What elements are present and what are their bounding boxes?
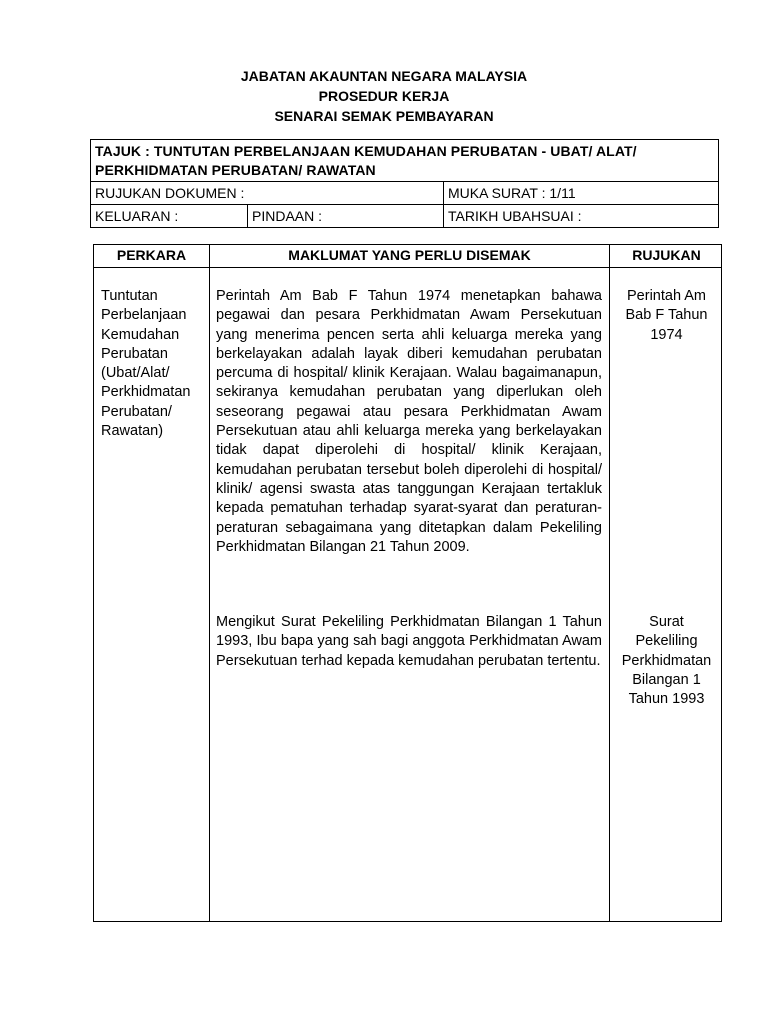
rujukan-line: Pekeliling — [635, 633, 698, 650]
page-number: MUKA SURAT : 1/11 — [443, 182, 718, 204]
perkara-line: Perubatan — [101, 345, 168, 362]
perkara-line: Rawatan) — [101, 423, 164, 440]
rujukan-line: Perkhidmatan — [621, 652, 712, 669]
document-meta-table — [90, 139, 719, 228]
meta-row-reference — [91, 182, 718, 205]
column-divider — [609, 245, 610, 921]
checklist-table — [93, 244, 722, 922]
rujukan-cell-2 — [610, 613, 723, 709]
perkara-line: Perbelanjaan — [101, 307, 187, 324]
maklumat-paragraph-2: Mengikut Surat Pekeliling Perkhidmatan Bilangan 1 Tahun 1993, Ibu bapa yang sah bagi anggota Perkhidmatan Awam Persekutuan terhad kepada kemudahan perubatan tertentu. — [216, 614, 602, 669]
checklist-title: SENARAI SEMAK PEMBAYARAN — [274, 108, 494, 124]
rujukan-line: 1974 — [650, 326, 683, 343]
document-reference: RUJUKAN DOKUMEN : — [95, 185, 245, 201]
meta-row-revision — [91, 205, 718, 227]
perkara-cell — [101, 287, 205, 441]
procedure-title: PROSEDUR KERJA — [318, 88, 450, 104]
modified-date-field: TARIKH UBAHSUAI : — [443, 205, 718, 227]
perkara-line: (Ubat/Alat/ — [101, 365, 170, 382]
rujukan-line: Surat — [649, 614, 684, 630]
rujukan-line: Bab F Tahun — [625, 307, 708, 324]
rujukan-line: Tahun 1993 — [628, 691, 705, 708]
subject-line-2: PERKHIDMATAN PERUBATAN/ RAWATAN — [95, 162, 376, 178]
rujukan-line: Perintah Am — [627, 288, 706, 304]
subject-line-1: TAJUK : TUNTUTAN PERBELANJAAN KEMUDAHAN PERUBATAN - UBAT/ ALAT/ — [95, 143, 637, 159]
agency-title: JABATAN AKAUNTAN NEGARA MALAYSIA — [240, 68, 528, 84]
column-divider — [209, 245, 210, 921]
rujukan-cell-1 — [610, 287, 723, 345]
perkara-line: Kemudahan — [101, 326, 180, 343]
perkara-line: Perubatan/ — [101, 403, 172, 420]
document-subject — [91, 140, 718, 182]
issue-field: KELUARAN : — [95, 208, 179, 224]
perkara-line: Perkhidmatan — [101, 384, 191, 401]
column-header-rujukan: RUJUKAN — [632, 247, 701, 263]
column-header-maklumat: MAKLUMAT YANG PERLU DISEMAK — [288, 247, 531, 263]
column-header-perkara: PERKARA — [116, 247, 187, 263]
perkara-line: Tuntutan — [101, 288, 158, 304]
amendment-field: PINDAAN : — [247, 205, 443, 227]
header-divider — [94, 267, 721, 268]
maklumat-paragraph-1: Perintah Am Bab F Tahun 1974 menetapkan bahawa pegawai dan pesara Perkhidmatan Awam Persekutuan yang menerima pencen serta ahli keluarga mereka yang berkelayakan adalah layak diberi kemudahan perubatan percuma di hospital/ klinik Kerajaan. Walau bagaimanapun, sekiranya kemudahan perubatan yang diperlukan oleh seseorang pegawai atau pesara Perkhidmatan Awam Persekutuan atau ahli keluarga mereka yang berkelayakan tidak dapat diperolehi di hospital/ klinik Kerajaan, kemudahan perubatan tersebut boleh diperolehi di hospital/ klinik/ agensi swasta atas tanggungan Kerajaan tertakluk kepada pematuhan terhadap syarat-syarat dan peraturan-peraturan sebagaimana yang ditetapkan dalam Pekeliling Perkhidmatan Bilangan 21 Tahun 2009. — [216, 288, 602, 555]
rujukan-line: Bilangan 1 — [632, 671, 701, 688]
